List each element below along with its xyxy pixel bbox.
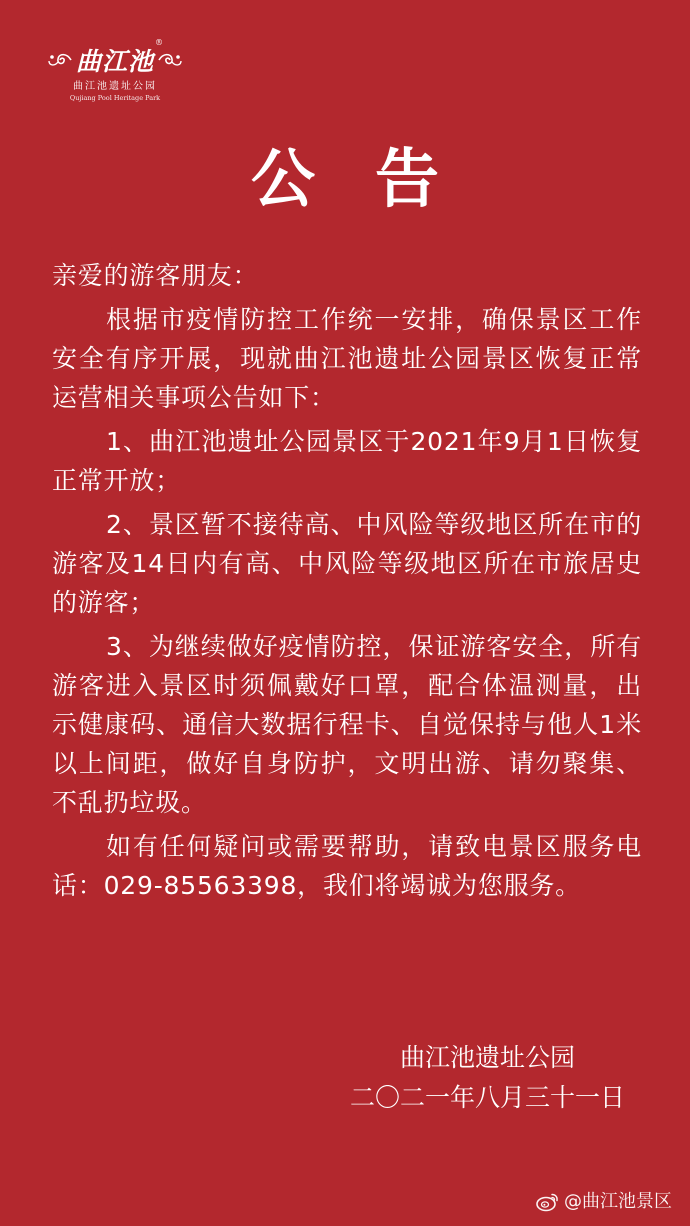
logo-subtitle-cn: 曲江池遗址公园 [73,81,157,92]
greeting: 亲爱的游客朋友： [52,261,259,290]
item-3: 3、为继续做好疫情防控，保证游客安全，所有游客进入景区时须佩戴好口罩，配合体温测量，出示健康码、通信大数据行程卡、自觉保持与他人1米以上间距，做好自身防护，文明出游、请勿聚集、不乱扔垃圾。 [52,632,642,817]
notice-body [52,256,642,910]
intro-paragraph: 根据市疫情防控工作统一安排，确保景区工作安全有序开展，现就曲江池遗址公园景区恢复正常运营相关事项公告如下： [52,305,642,412]
watermark-text: @曲江池景区 [564,1191,672,1212]
signature-org: 曲江池遗址公园 [400,1043,576,1072]
title-char: 公 [251,143,315,217]
logo-subtitle-en: Qujiang Pool Heritage Park [69,94,161,102]
notice-title [0,140,690,220]
registered-mark: ® [155,38,164,47]
weibo-icon [536,1192,560,1212]
signature-date: 二〇二一年八月三十一日 [350,1083,626,1112]
cloud-ornament-right-icon [157,49,183,71]
logo-name: 曲江池 ® [75,38,164,76]
contact-paragraph: 如有任何疑问或需要帮助，请致电景区服务电话：029-85563398，我们将竭诚为您服务。 [52,832,642,900]
weibo-watermark [536,1190,672,1214]
park-logo [40,40,190,105]
cloud-ornament-left-icon [47,49,73,71]
signature-block [300,1038,640,1118]
item-2: 2、景区暂不接待高、中风险等级地区所在市的游客及14日内有高、中风险等级地区所在市旅居史的游客； [52,510,642,617]
title-char: 告 [375,143,439,217]
logo-mark [40,40,190,80]
item-1: 1、曲江池遗址公园景区于2021年9月1日恢复正常开放； [52,427,642,495]
